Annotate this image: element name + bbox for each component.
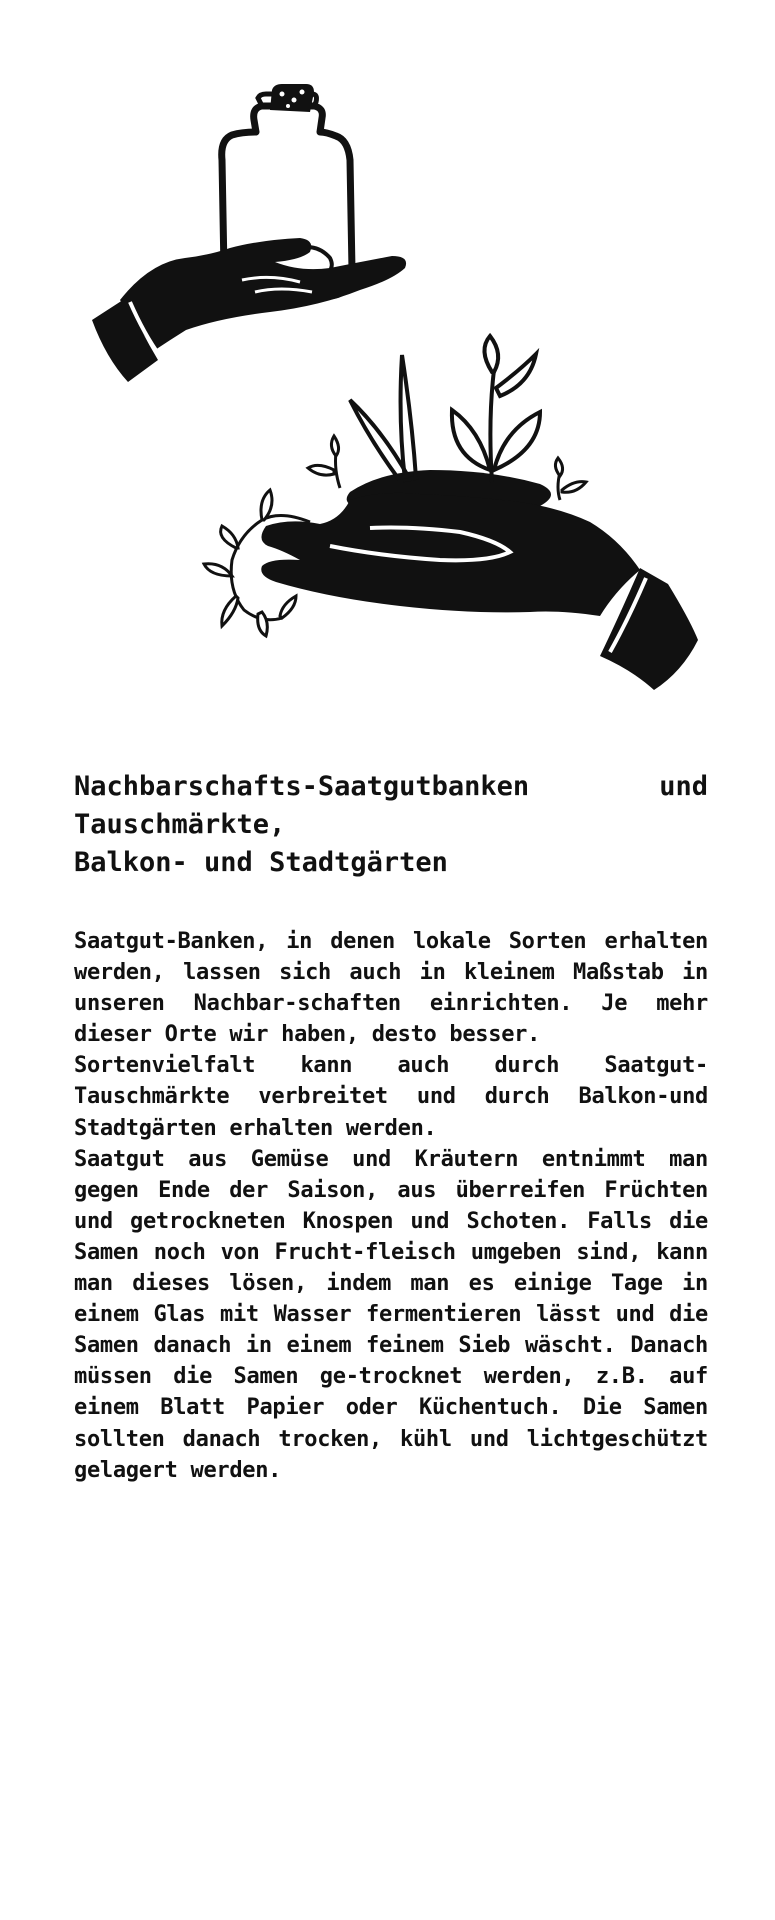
seed-exchange-illustration	[0, 0, 775, 720]
paragraph-seed-exchange: Sortenvielfalt kann auch durch Saatgut-Tauschmärkte verbreitet und durch Balkon-und Stadtgärten erhalten werden.	[74, 1053, 708, 1141]
article-body	[74, 926, 708, 1486]
heading-line-3: Balkon- und Stadtgärten	[74, 847, 448, 878]
heading-line-2: Tauschmärkte,	[74, 809, 286, 840]
article-heading	[74, 768, 708, 882]
hand-holding-seed-jar-icon	[92, 84, 406, 382]
hand-holding-plants-icon	[204, 336, 698, 690]
paragraph-seed-harvesting: Saatgut aus Gemüse und Kräutern entnimmt man gegen Ende der Saison, aus überreifen Früchten und getrockneten Knospen und Schoten. Falls die Samen noch von Frucht-fleisch umgeben sind, kann man dieses lösen, indem man es einige Tage in einem Glas mit Wasser fermentieren lässt und die Samen danach in einem feinem Sieb wäscht. Danach müssen die Samen ge-trocknet werden, z.B. auf einem Blatt Papier oder Küchentuch. Die Samen sollten danach trocken, kühl und lichtgeschützt gelagert werden.	[74, 1146, 708, 1483]
article	[74, 768, 708, 1486]
heading-line-1: Nachbarschafts-Saatgutbanken und	[74, 771, 708, 802]
paragraph-seed-banks: Saatgut-Banken, in denen lokale Sorten erhalten werden, lassen sich auch in kleinem Maßstab in unseren Nachbar-schaften einrichten. Je mehr dieser Orte wir haben, desto besser.	[74, 929, 708, 1048]
